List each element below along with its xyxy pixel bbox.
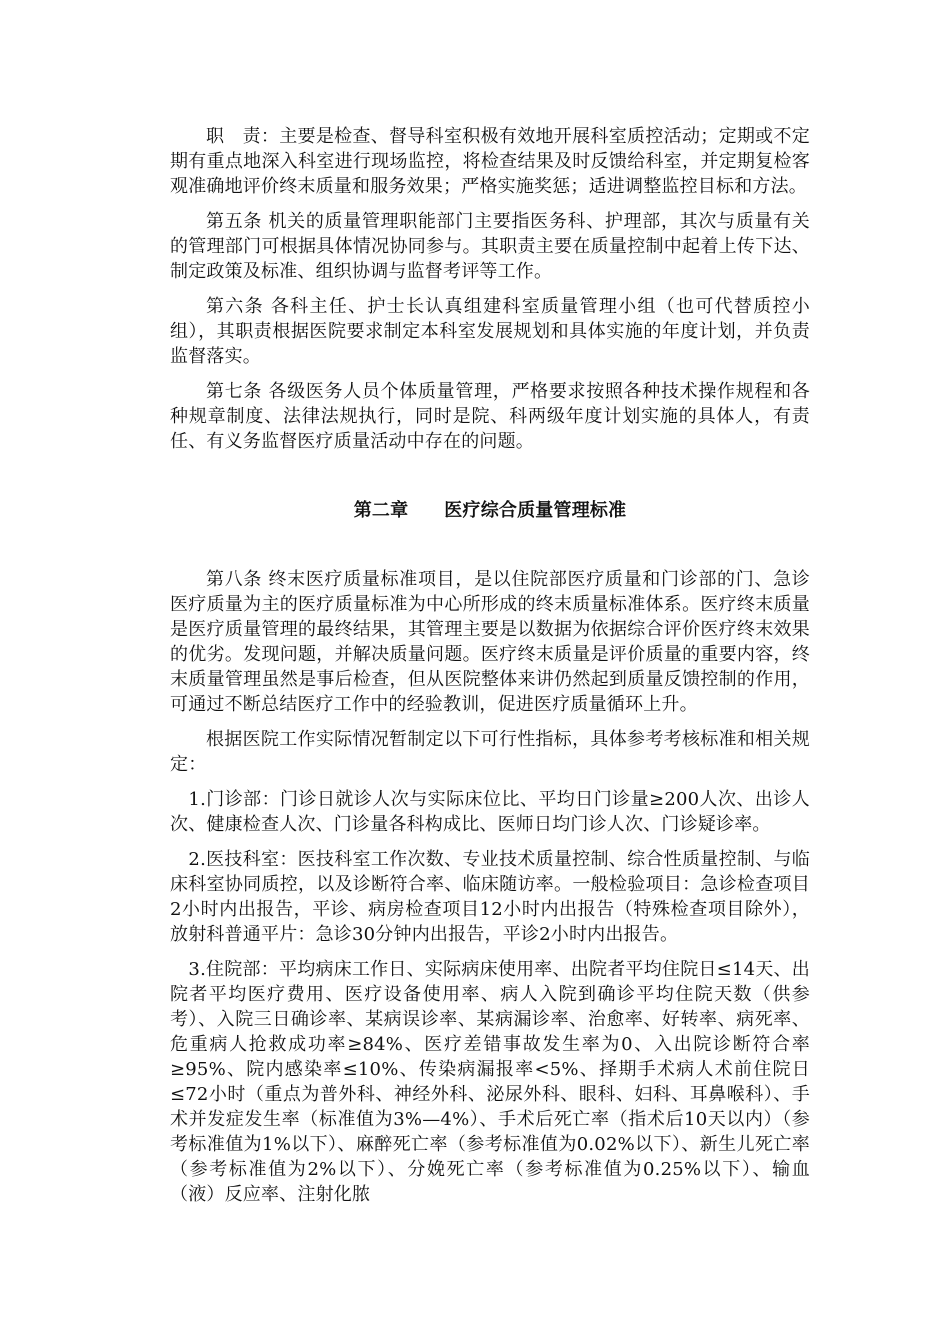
list-item-text: 医技科室：医技科室工作次数、专业技术质量控制、综合性质量控制、与临床科室协同质控，以及诊断符合率、临床随访率。一般检验项目：急诊检查项目2小时内出报告，平诊、病房检查项目12小时内出报告（特殊检查项目除外），放射科普通平片：急诊30分钟内出报告，平诊2小时内出报告。 — [170, 849, 810, 945]
list-item-inpatient — [170, 957, 810, 1207]
list-item-text: 门诊部：门诊日就诊人次与实际床位比、平均日门诊量≥200人次、出诊人次、健康检查人次、门诊量各科构成比、医师日均门诊人次、门诊疑诊率。 — [170, 789, 810, 835]
paragraph-article-8: 第八条 终末医疗质量标准项目，是以住院部医疗质量和门诊部的门、急诊医疗质量为主的医疗质量标准为中心所形成的终末质量标准体系。医疗终末质量是医疗质量管理的最终结果，其管理主要是以数据为依据综合评价医疗终末效果的优劣。发现问题，并解决质量问题。医疗终末质量是评价质量的重要内容，终末质量管理虽然是事后检查，但从医院整体来讲仍然起到质量反馈控制的作用，可通过不断总结医疗工作中的经验教训，促进医疗质量循环上升。 — [170, 569, 810, 715]
chapter-heading — [170, 498, 810, 523]
paragraph-article-6: 第六条 各科主任、护士长认真组建科室质量管理小组（也可代替质控小组），其职责根据医院要求制定本科室发展规划和具体实施的年度计划，并负责监督落实。 — [170, 296, 810, 367]
paragraph-article-7: 第七条 各级医务人员个体质量管理，严格要求按照各种技术操作规程和各种规章制度、法律法规执行，同时是院、科两级年度计划实施的具体人，有责任、有义务监督医疗质量活动中存在的问题。 — [170, 381, 810, 452]
chapter-number: 第二章 — [353, 500, 409, 521]
list-item-outpatient — [170, 787, 810, 837]
list-item-number: 3. — [188, 959, 206, 980]
document-page — [170, 124, 810, 1217]
list-item-number: 2. — [188, 849, 206, 870]
paragraph-duties: 职 责：主要是检查、督导科室积极有效地开展科室质控活动；定期或不定期有重点地深入科室进行现场监控，将检查结果及时反馈给科室，并定期复检客观准确地评价终末质量和服务效果；严格实施奖惩；适进调整监控目标和方法。 — [170, 126, 810, 197]
paragraph-indicators-intro: 根据医院工作实际情况暂制定以下可行性指标，具体参考考核标准和相关规定： — [170, 729, 810, 775]
chapter-title: 医疗综合质量管理标准 — [444, 500, 627, 521]
list-item-text: 住院部：平均病床工作日、实际病床使用率、出院者平均住院日≤14天、出院者平均医疗费用、医疗设备使用率、病人入院到确诊平均住院天数（供参考）、入院三日确诊率、某病误诊率、某病漏诊率、治愈率、好转率、病死率、危重病人抢救成功率≥84%、医疗差错事故发生率为0、入出院诊断符合率≥95%、院内感染率≤10%、传染病漏报率<5%、择期手术病人术前住院日≤72小时（重点为普外科、神经外科、泌尿外科、眼科、妇科、耳鼻喉科）、手术并发症发生率（标准值为3%—4%）、手术后死亡率（指术后10天以内）（参考标准值为1%以下）、麻醉死亡率（参考标准值为0.02%以下）、新生儿死亡率（参考标准值为2%以下）、分娩死亡率（参考标准值为0.25%以下）、输血（液）反应率、注射化脓 — [170, 959, 810, 1205]
list-item-number: 1. — [188, 789, 206, 810]
list-item-medical-tech — [170, 847, 810, 947]
paragraph-article-5: 第五条 机关的质量管理职能部门主要指医务科、护理部，其次与质量有关的管理部门可根据具体情况协同参与。其职责主要在质量控制中起着上传下达、制定政策及标准、组织协调与监督考评等工作。 — [170, 211, 810, 282]
